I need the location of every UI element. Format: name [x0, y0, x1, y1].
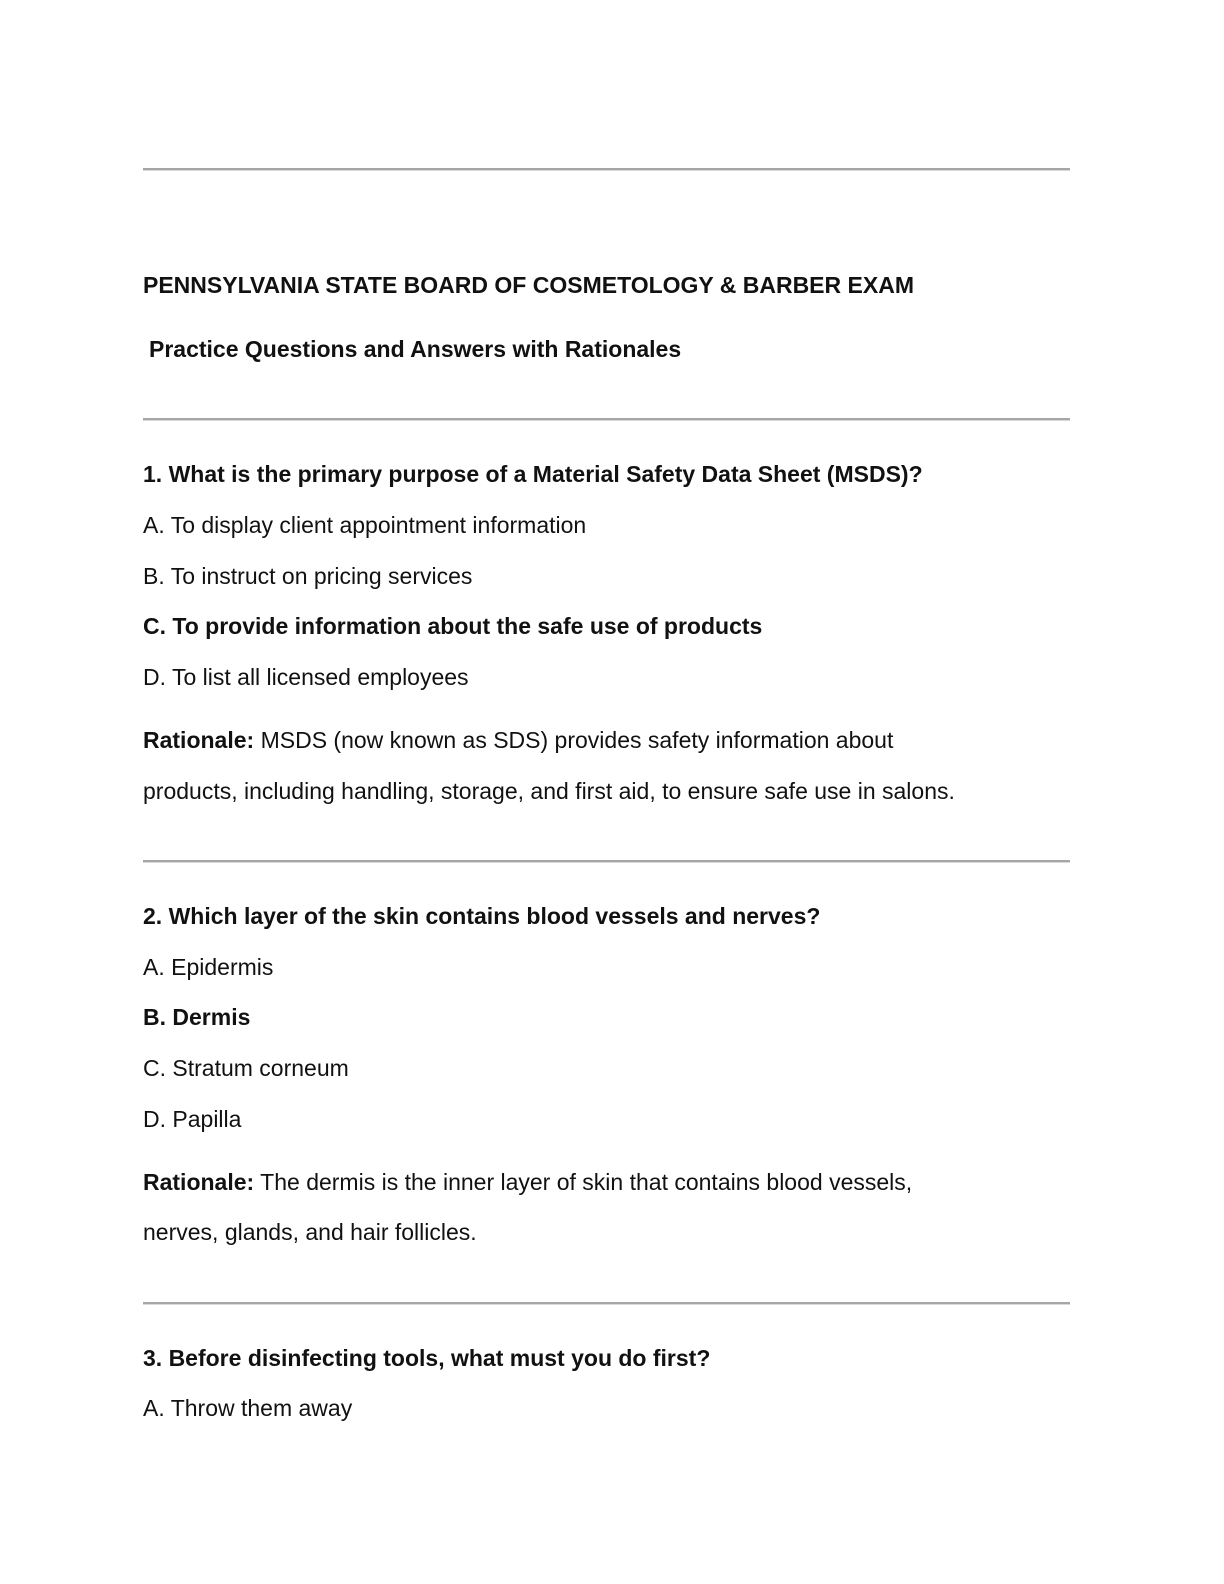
question-1-rationale — [143, 725, 1083, 755]
rationale-text: The dermis is the inner layer of skin that contains blood vessels, — [260, 1169, 913, 1195]
question-1-rationale-continued: products, including handling, storage, and first aid, to ensure safe use in salons. — [143, 778, 955, 804]
question-2-rationale — [143, 1167, 1083, 1197]
horizontal-rule — [143, 860, 1070, 862]
rationale-label: Rationale: — [143, 727, 255, 753]
question-1-option-d: D. To list all licensed employees — [143, 664, 469, 690]
question-2-option-b-correct: B. Dermis — [143, 1004, 251, 1030]
question-1-option-c-correct: C. To provide information about the safe use of products — [143, 613, 763, 639]
document-title: PENNSYLVANIA STATE BOARD OF COSMETOLOGY & BARBER EXAM — [143, 272, 914, 298]
document-subtitle: Practice Questions and Answers with Rationales — [149, 336, 682, 362]
question-1-option-b: B. To instruct on pricing services — [143, 563, 473, 589]
horizontal-rule — [143, 418, 1070, 420]
question-1-option-a: A. To display client appointment information — [143, 512, 587, 538]
question-2-option-d: D. Papilla — [143, 1106, 242, 1132]
rationale-text: MSDS (now known as SDS) provides safety information about — [260, 727, 894, 753]
question-2-text: 2. Which layer of the skin contains blood vessels and nerves? — [143, 903, 821, 929]
horizontal-rule — [143, 168, 1070, 170]
question-2-rationale-continued: nerves, glands, and hair follicles. — [143, 1219, 477, 1245]
question-1-text: 1. What is the primary purpose of a Material Safety Data Sheet (MSDS)? — [143, 461, 923, 487]
question-3-option-a: A. Throw them away — [143, 1395, 353, 1421]
question-2-option-a: A. Epidermis — [143, 954, 274, 980]
rationale-label: Rationale: — [143, 1169, 255, 1195]
question-2-option-c: C. Stratum corneum — [143, 1055, 349, 1081]
horizontal-rule — [143, 1302, 1070, 1304]
question-3-text: 3. Before disinfecting tools, what must you do first? — [143, 1345, 711, 1371]
